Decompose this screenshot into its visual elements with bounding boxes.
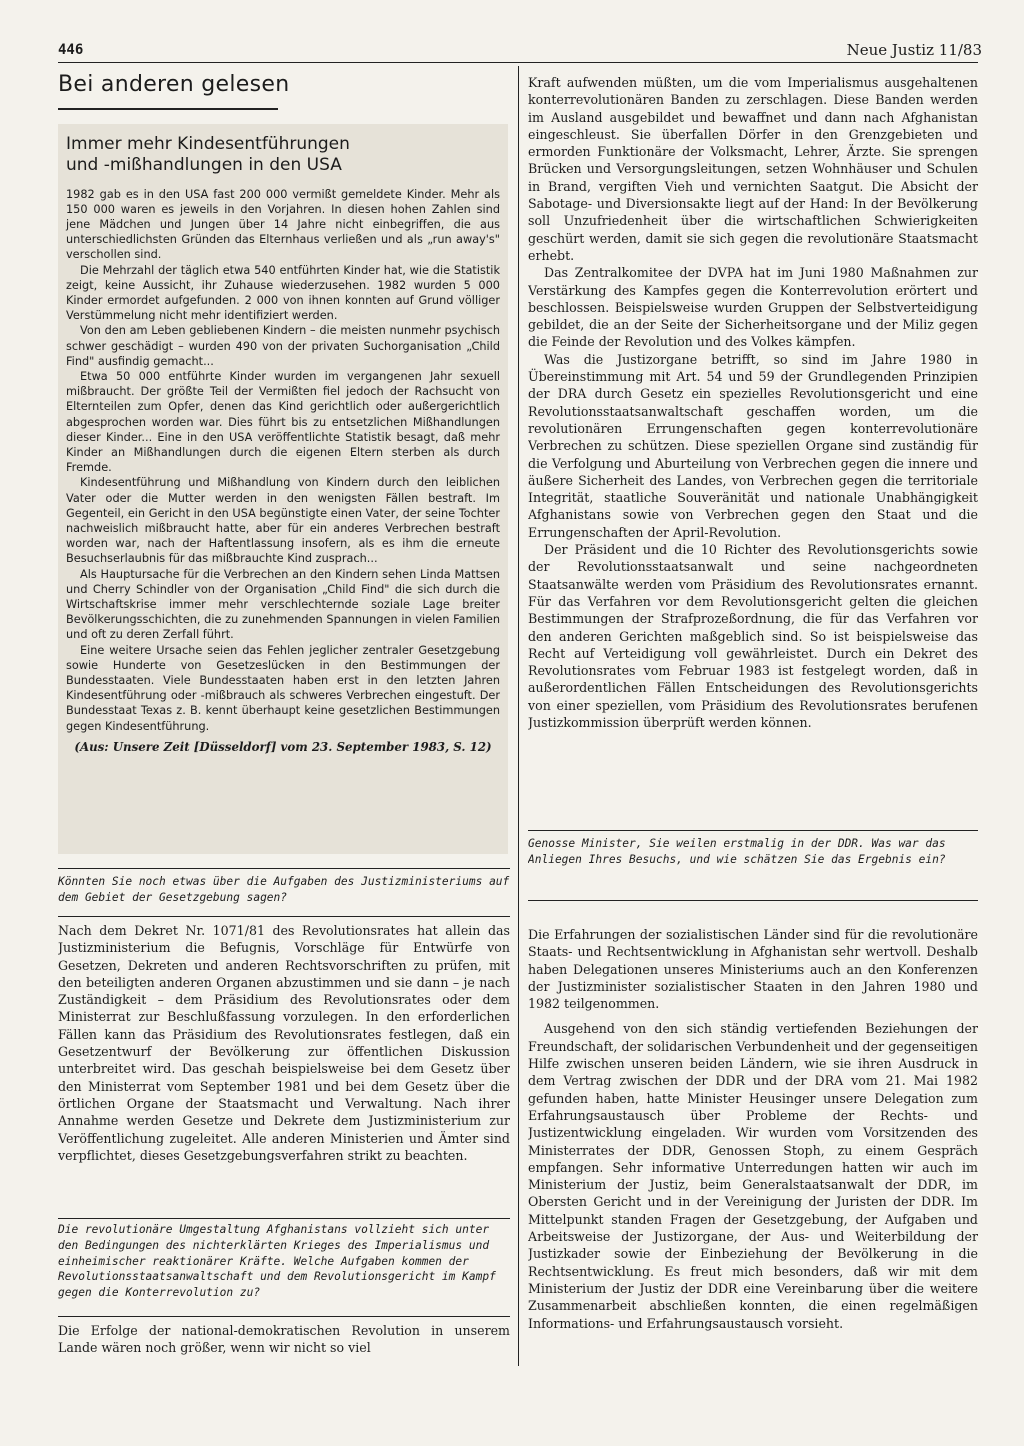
question-block-3 (528, 836, 978, 896)
reprint-paragraph: Eine weitere Ursache seien das Fehlen jeglicher zentraler Gesetzgebung sowie Hunderte von Gesetzeslücken in den Bestimmungen der Bundesstaaten. Viele Bundesstaaten haben erst in den letzten Jahren Kindesentführung oder -mißbrauch als schweres Verbrechen eingestuft. Der Bundesstaat Texas z. B. kennt überhaupt keine gesetzlichen Bestimmungen gegen Kindesentführung. (66, 643, 500, 733)
interview-answer: Die Erfahrungen der sozialistischen Länder sind für die revolutionäre Staats- und Rechtsentwicklung in Afghanistan sehr wertvoll. Deshalb haben Delegationen unseres Ministeriums auch an den Konferenzen der Justizminister sozialistischer Staaten in den Jahren 1980 und 1982 teilgenommen. (528, 927, 978, 1012)
question-rule-top (528, 830, 978, 831)
column-divider (518, 66, 519, 1366)
answer-block-1 (58, 922, 510, 1210)
interview-question: Die revolutionäre Umgestaltung Afghanistans vollzieht sich unter den Bedingungen des nichterklärten Krieges des Imperialismus und einheimischer reaktionärer Kräfte. Welche Aufgaben kommen der Revolutionsstaatsanwaltschaft und dem Revolutionsgericht im Kampf gegen die Konterrevolution zu? (58, 1223, 496, 1300)
question-block-1 (58, 874, 510, 914)
right-answer-block (528, 926, 978, 1366)
interview-answer: Die Erfolge der national-demokratischen Revolution in unserem Lande wären noch größer, wenn wir nicht so viel (58, 1323, 510, 1356)
question-rule-top (58, 868, 510, 869)
question-rule-bottom (58, 1316, 510, 1317)
reprint-paragraph: 1982 gab es in den USA fast 200 000 vermißt gemeldete Kinder. Mehr als 150 000 waren es jeweils in den Vorjahren. In diesen hohen Zahlen sind jene Mädchen und Jungen über 14 Jahre nicht einbegriffen, die aus unterschiedlichsten Gründen das Elternhaus verließen und als „run away's" verschollen sind. (66, 187, 500, 262)
reprint-paragraph: Kindesentführung und Mißhandlung von Kindern durch den leiblichen Vater oder die Mutter werden in den wenigsten Fällen bestraft. Im Gegenteil, ein Gericht in den USA begünstigte einen Vater, der seine Tochter nachweislich mißbraucht hatte, aber für ein anderes Verbrechen bestraft worden war, nach der Haftentlassung insofern, als es ihm die erneute Besuchserlaubnis für das mißbrauchte Kind zusprach... (66, 476, 500, 566)
reprint-paragraph: Als Hauptursache für die Verbrechen an den Kindern sehen Linda Mattsen und Cherry Schindler von der Organisation „Child Find" die sich durch die Wirtschaftskrise immer mehr verschlechternde soziale Lage breiter Bevölkerungsschichten, die zu zunehmenden Spannungen in vielen Familien und oft zu deren Zerfall führt. (66, 567, 500, 642)
reprint-source: (Aus: Unsere Zeit [Düsseldorf] vom 23. September 1983, S. 12) (74, 739, 492, 754)
question-block-2 (58, 1222, 510, 1314)
body-paragraph: Kraft aufwenden müßten, um die vom Imperialismus ausgehaltenen konterrevolutionären Banden zu zerschlagen. Diese Banden werden im Ausland ausgebildet und bewaffnet und dann nach Afghanistan eingeschleust. Sie überfallen Dörfer in den Grenzgebieten und ermorden Funktionäre der Volksmacht, Lehrer, Ärzte. Sie sprengen Brücken und Versorgungsleitungen, setzen Wohnhäuser und Schulen in Brand, vergiften Vieh und vernichten Saatgut. Die Absicht der Sabotage- und Diversionsakte liegt auf der Hand: In der Bevölkerung soll Unzufriedenheit über die wirtschaftlichen Schwierigkeiten geschürt werden, damit sie sich gegen die revolutionäre Staatsmacht erhebt. (528, 75, 978, 263)
interview-answer: Nach dem Dekret Nr. 1071/81 des Revolutionsrates hat allein das Justizministerium die Befugnis, Vorschläge für Entwürfe von Gesetzen, Dekreten und anderen Rechtsvorschriften zu prüfen, mit den beteiligten anderen Organen abzustimmen und sie dann – je nach Zuständigkeit – dem Präsidium des Revolutionsrates oder dem Ministerrat zur Beschlußfassung vorzulegen. In den erforderlichen Fällen kann das Präsidium des Revolutionsrates festlegen, daß ein Gesetzentwurf der Bevölkerung zur öffentlichen Diskussion unterbreitet wird. Das geschah beispielsweise bei dem Gesetz über den Ministerrat vom September 1981 und bei dem Gesetz über die örtlichen Organe der Staatsmacht und Verwaltung. Nach ihrer Annahme werden Gesetze und Dekrete dem Justizministerium zur Veröffentlichung zugeleitet. Alle anderen Ministerien und Ämter sind verpflichtet, dieses Gesetzgebungsverfahren strikt zu beachten. (58, 923, 510, 1163)
running-header (58, 38, 982, 62)
interview-answer: Ausgehend von den sich ständig vertiefenden Beziehungen der Freundschaft, der solidarischen Verbundenheit und der gegenseitigen Hilfe zwischen unseren beiden Ländern, wie sie ihren Ausdruck in dem Vertrag zwischen der DDR und der DRA vom 21. Mai 1982 gefunden haben, hatte Minister Heusinger unsere Delegation zum Erfahrungsaustausch über Probleme der Rechts- und Justizentwicklung eingeladen. Wir wurden vom Vorsitzenden des Ministerrates der DDR, Genossen Stoph, zu einem Gespräch empfangen. Sehr informative Unterredungen hatten wir auch im Ministerium der Justiz, beim Generalstaatsanwalt der DDR, im Obersten Gericht und in der Vereinigung der Juristen der DDR. Im Mittelpunkt standen Fragen der Gesetzgebung, der Aufgaben und Arbeitsweise der Justizorgane, der Aus- und Weiterbildung der Justizkader sowie der Einbeziehung der Bevölkerung in die Rechtsentwicklung. Es freut mich besonders, daß wir mit dem Ministerium der Justiz der DDR eine Vereinbarung über die weitere Zusammenarbeit abschließen konnten, die einen regelmäßigen Informations- und Erfahrungsaustausch vorsieht. (528, 1021, 978, 1331)
page-number: 446 (58, 42, 84, 58)
journal-issue: Neue Justiz 11/83 (846, 41, 982, 59)
body-paragraph: Das Zentralkomitee der DVPA hat im Juni 1980 Maßnahmen zur Verstärkung des Kampfes gegen die Konterrevolution erörtert und beschlossen. Beispielsweise wurden Gruppen der Selbstverteidigung gebildet, die an der Seite der Sicherheitsorgane und der Miliz gegen die Feinde der Revolution und des Volkes kämpfen. (528, 265, 978, 350)
body-paragraph: Was die Justizorgane betrifft, so sind im Jahre 1980 in Übereinstimmung mit Art. 54 und 59 der Grundlegenden Prinzipien der DRA durch Gesetz ein spezielles Revolutionsgericht und eine Revolutionsstaatsanwaltschaft geschaffen worden, um die revolutionären Errungenschaften gegen konterrevolutionäre Verbrechen zu schützen. Diese speziellen Organe sind zuständig für die Verfolgung und Aburteilung von Verbrechen gegen die innere und äußere Sicherheit des Landes, von Verbrechen gegen die territoriale Integrität, staatliche Souveränität und nationale Unabhängigkeit Afghanistans sowie von Verbrechen gegen den Staat und die Errungenschaften der April-Revolution. (528, 351, 978, 540)
reprint-heading-line-1: Immer mehr Kindesentführungen (66, 134, 350, 154)
question-rule-bottom (528, 900, 978, 901)
reprint-heading (66, 134, 500, 177)
reprint-paragraph: Die Mehrzahl der täglich etwa 540 entführten Kinder hat, wie die Statistik zeigt, keine Aussicht, ihr Zuhause wiederzusehen. 1982 wurden 5 000 Kinder ermordet aufgefunden. 2 000 von ihnen konnten auf Grund völliger Verstümmelung nicht mehr identifiziert werden. (66, 263, 500, 323)
section-title: Bei anderen gelesen (58, 72, 290, 97)
interview-question: Könnten Sie noch etwas über die Aufgaben des Justizministeriums auf dem Gebiet der Gesetzgebung sagen? (58, 875, 510, 904)
question-rule-top (58, 1218, 510, 1219)
reprint-paragraph: Von den am Leben gebliebenen Kindern – die meisten nunmehr psychisch schwer geschädigt – wurden 490 von der privaten Suchorganisation „Child Find" ausfindig gemacht... (66, 324, 500, 368)
reprint-box (58, 124, 508, 854)
reprint-paragraph: Etwa 50 000 entführte Kinder wurden im vergangenen Jahr sexuell mißbraucht. Der größte Teil der Vermißten fiel jedoch der Rachsucht von Elternteilen zum Opfer, denen das Kind gerichtlich oder außergerichtlich abgesprochen worden war. Dies führt bis zu entsetzlichen Mißhandlungen dieser Kinder... Eine in den USA veröffentlichte Statistik besagt, daß mehr Kinder an Mißhandlungen durch die eigenen Eltern sterben als durch Fremde. (66, 369, 500, 475)
section-title-rule (58, 108, 278, 110)
body-paragraph: Der Präsident und die 10 Richter des Revolutionsgerichts sowie der Revolutionsstaatsanwalt und seine nachgeordneten Staatsanwälte werden vom Präsidium des Revolutionsrates ernannt. Für das Verfahren vor dem Revolutionsgericht gelten die gleichen Bestimmungen der Strafprozeßordnung, die für das Verfahren vor den anderen Gerichten maßgeblich sind. So ist beispielsweise das Recht auf Verteidigung voll gewährleistet. Durch ein Dekret des Revolutionsrates vom Februar 1983 ist festgelegt worden, daß in außerordentlichen Fällen Entscheidungen des Revolutionsgerichts von einer speziellen, vom Präsidium des Revolutionsrates berufenen Justizkommission überprüft werden können. (528, 542, 978, 730)
reprint-heading-line-2: und -mißhandlungen in den USA (66, 155, 342, 176)
answer-block-2 (58, 1322, 510, 1362)
right-column-body (528, 74, 978, 820)
section-title-wrap (58, 72, 510, 108)
header-rule (58, 62, 978, 63)
question-rule-bottom (58, 916, 510, 917)
interview-question: Genosse Minister, Sie weilen erstmalig in der DDR. Was war das Anliegen Ihres Besuchs, und wie schätzen Sie das Ergebnis ein? (528, 837, 946, 866)
